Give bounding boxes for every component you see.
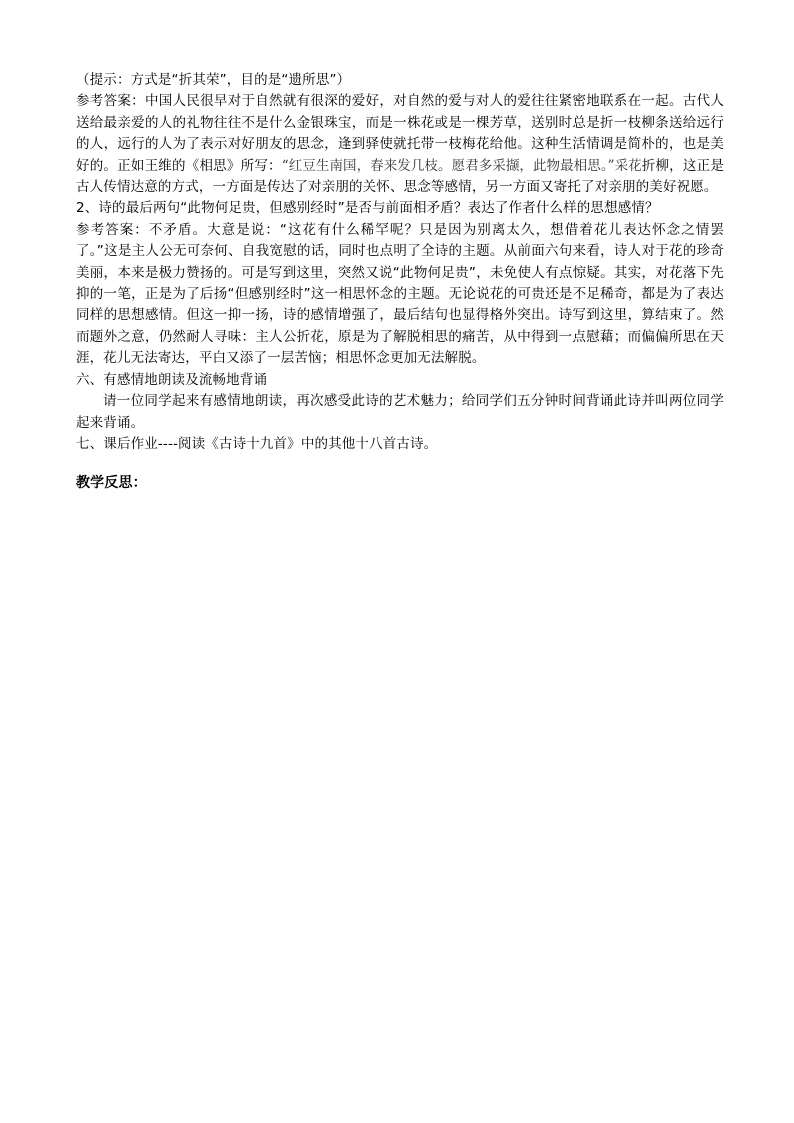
answer-1-tail: 折柳，这正是古人传情达意的方式，一方面是传达了对亲朋的关怀、思念等感情，另一方面又寄托了对亲朋的美好祝愿。: [76, 157, 724, 196]
answer-1-lead: 参考答案：中国人民很早对于自然就有很深的爱好，对自然的爱与对人的爱往往紧密地联系在一起。古代人送给最亲爱的人的礼物往往不是什么金银珠宝，而是一株花或是一棵芳草，送别时总是折一枝柳条送给远行的人，远行的人为了表示对好朋友的思念，逢到驿使就托带一枝梅花给他。这种生活情调是简朴的，也是美好的。正如王维的《相思》所写：: [76, 93, 724, 174]
document-body: [76, 70, 724, 495]
answer-1-paragraph: [76, 91, 724, 198]
question-2: 2、诗的最后两句“此物何足贵，但感别经时”是否与前面相矛盾？表达了作者什么样的思想感情？: [76, 200, 659, 217]
answer-1-quote: “红豆生南国，春来发几枝。愿君多采撷，此物最相思。”采花: [281, 157, 642, 174]
section-6-body: 请一位同学起来有感情地朗读，再次感受此诗的艺术魅力；给同学们五分钟时间背诵此诗并叫两位同学起来背诵。: [76, 393, 724, 431]
teaching-reflection-heading: 教学反思：: [76, 475, 147, 492]
section-6-heading: 六、有感情地朗读及流畅地背诵: [76, 371, 268, 388]
hint-line: （提示：方式是“折其荣”，目的是“遗所思”）: [76, 72, 351, 88]
section-7-homework: 七、课后作业----阅读《古诗十九首》中的其他十八首古诗。: [76, 435, 438, 452]
answer-2-paragraph: 参考答案：不矛盾。大意是说：“这花有什么稀罕呢？只是因为别离太久，想借着花儿表达怀念之情罢了。”这是主人公无可奈何、自我宽慰的话，同时也点明了全诗的主题。从前面六句来看，诗人对于花的珍奇美丽，本来是极力赞扬的。可是写到这里，突然又说“此物何足贵”，未免使人有点惊疑。其实，对花落下先抑的一笔，正是为了后扬“但感别经时”这一相思怀念的主题。无论说花的可贵还是不足稀奇，都是为了表达同样的思想感情。但这一抑一扬，诗的感情增强了，最后结句也显得格外突出。诗写到这里，算结束了。然而题外之意，仍然耐人寻味：主人公折花，原是为了解脱相思的痛苦，从中得到一点慰藉；而偏偏所思在天涯，花儿无法寄达，平白又添了一层苦恼；相思怀念更加无法解脱。: [76, 221, 724, 367]
